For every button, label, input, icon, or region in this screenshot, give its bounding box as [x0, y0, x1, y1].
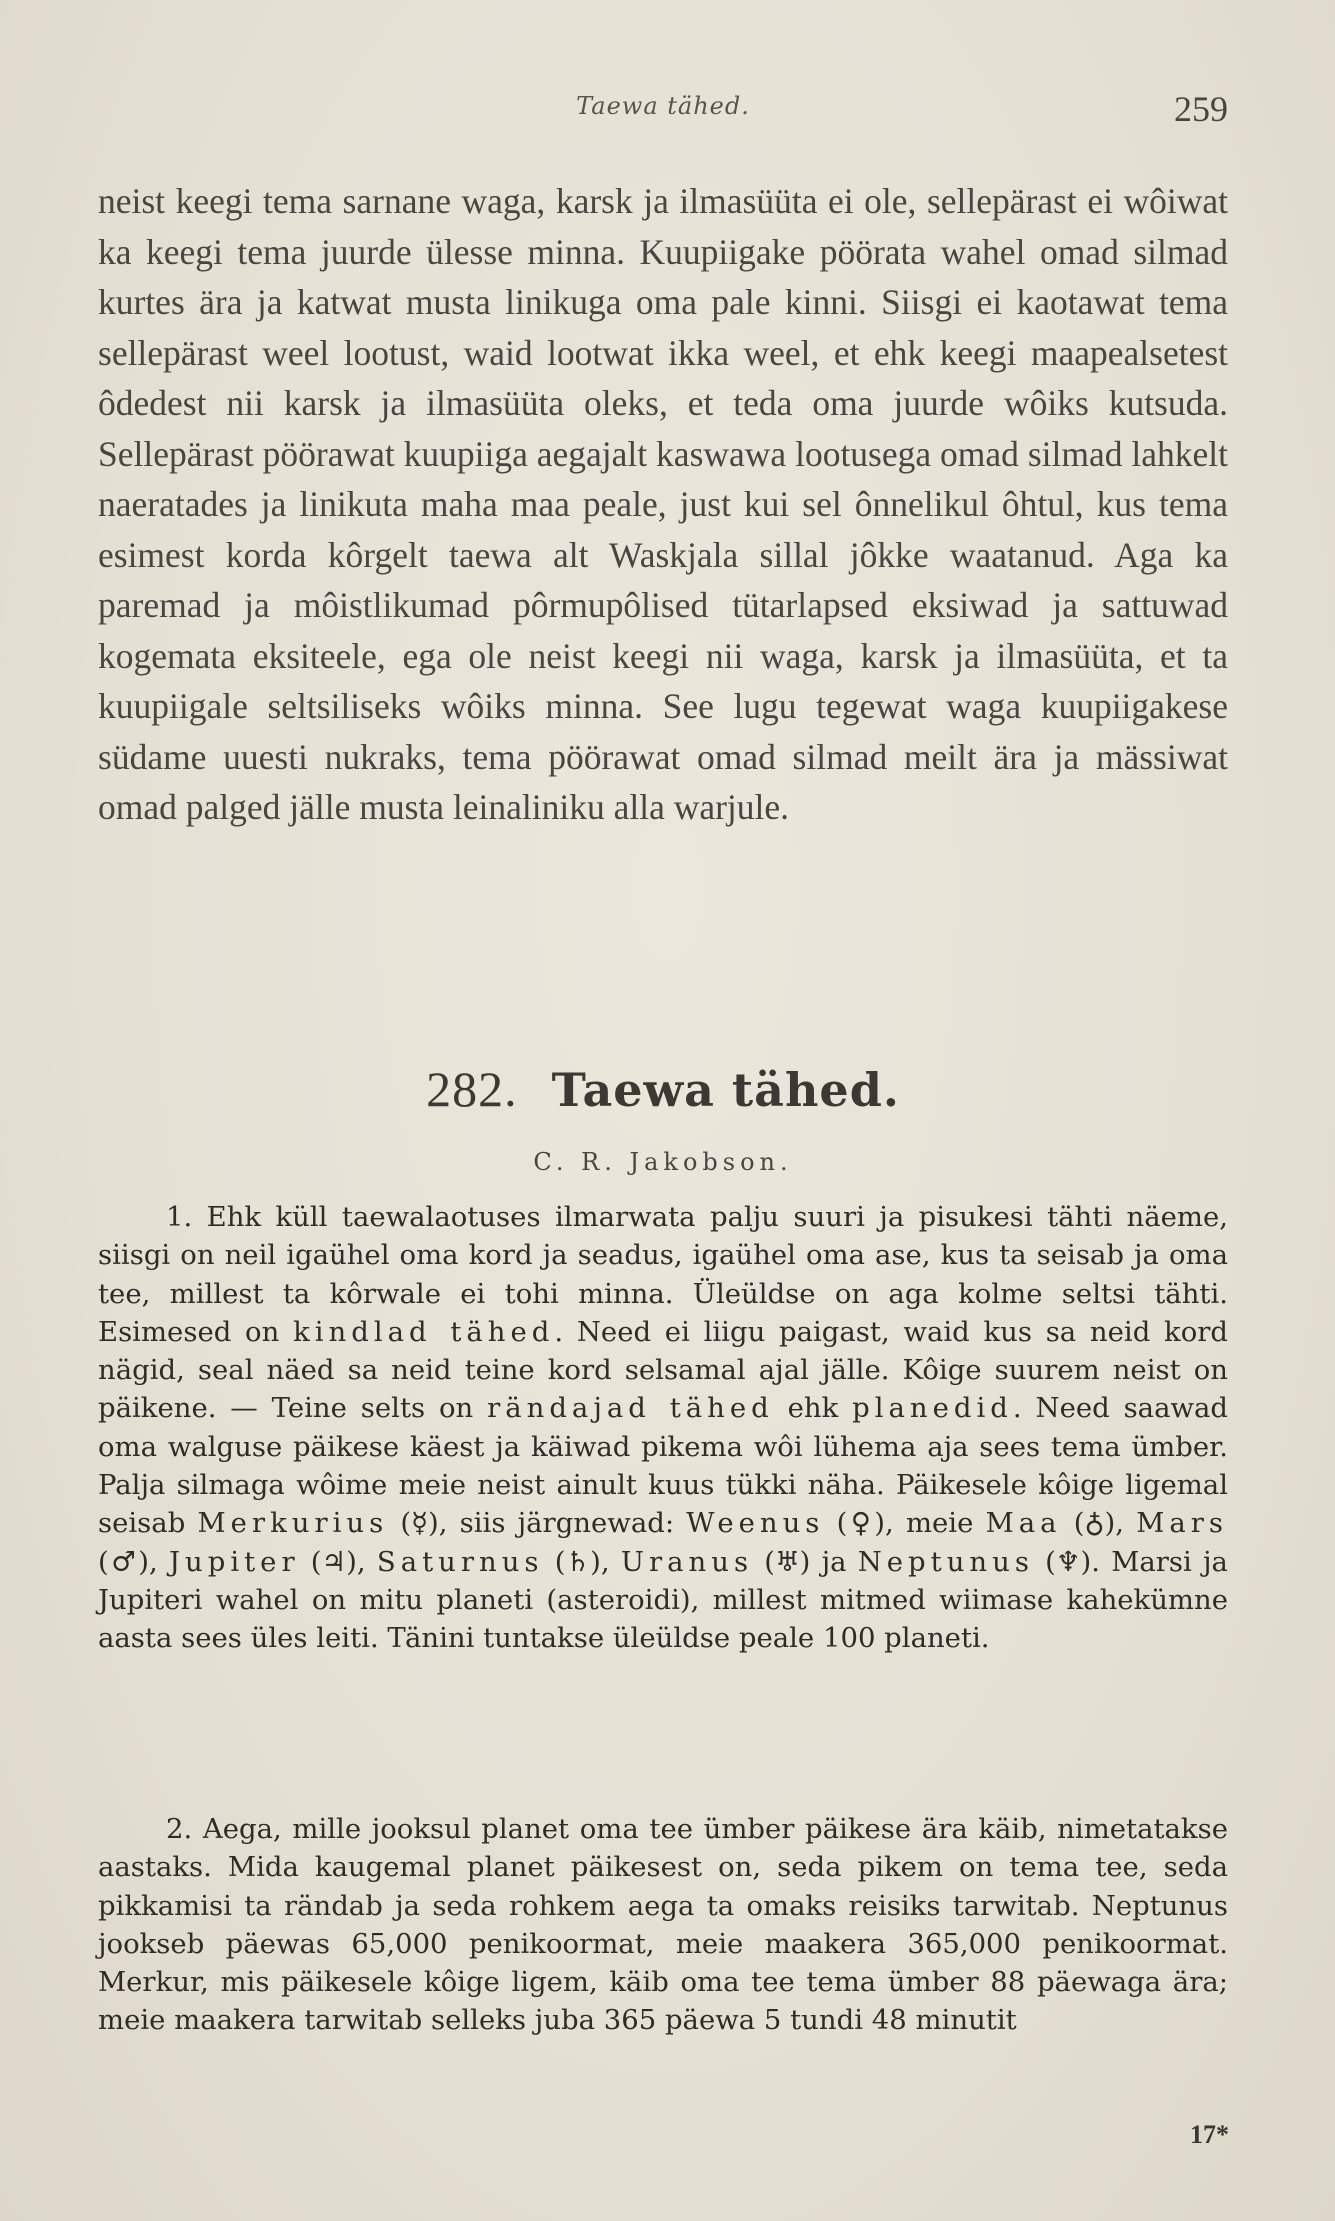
term-planedid: planedid	[852, 1392, 1013, 1425]
planet-mars: Mars	[1136, 1507, 1229, 1540]
planet-maa: Maa	[985, 1507, 1062, 1540]
section-title: Taewa tähed.	[551, 1063, 900, 1117]
planet-merkurius: Merkurius	[197, 1507, 389, 1540]
running-title: Taewa tähed.	[576, 92, 750, 120]
continued-paragraph	[98, 176, 1228, 833]
planet-uranus: Uranus	[620, 1545, 754, 1578]
planet-weenus: Weenus	[686, 1507, 825, 1540]
section-body-paragraph-1	[98, 1198, 1228, 1658]
paragraph-text: neist keegi tema sarnane waga, karsk ja ilmasüüta ei ole, sellepärast ei wôiwat ka keegi tema juurde ülesse minna. Kuupiigake pöörata wahel omad silmad kurtes ära ja katwat musta linikuga oma pale kinni. Siisgi ei kaotawat tema sellepärast weel lootust, waid lootwat ikka weel, et ehk keegi maapealsetest ôdedest nii karsk ja ilmasüüta oleks, et teda oma juurde wôiks kutsuda. Sellepärast pöörawat kuupiiga aegajalt kaswawa lootusega omad silmad lahkelt naeratades ja linikuta maha maa peale, just kui sel ônnelikul ôhtul, kus tema esimest korda kôrgelt taewa alt Waskjala sillal jôkke waatanud. Aga ka paremad ja môistlikumad pôrmupôlised tütarlapsed eksiwad ja sattuwad kogemata eksiteele, ega ole neist keegi nii waga, karsk ja ilmasüüta, et ta kuupiigale seltsiliseks wôiks minna. See lugu tegewat waga kuupiigakese südame uuesti nukraks, tema pöörawat omad silmad meilt ära ja mässiwat omad palged jälle musta leinaliniku alla warjule.	[98, 181, 1228, 827]
page-header	[98, 89, 1228, 132]
section-author: C. R. Jakobson.	[533, 1148, 793, 1176]
planet-neptunus: Neptunus	[857, 1545, 1034, 1578]
section-heading	[98, 1060, 1228, 1118]
planet-jupiter: Jupiter	[168, 1545, 300, 1578]
paragraph-2: 2. Aega, mille jooksul planet oma tee ümber päikese ära käib, nimetatakse aastaks. Mida kaugemal planet päikesest on, seda pikem on tema tee, seda pikkamisi ta rändab ja seda rohkem aega ta omaks reisiks tarwitab. Neptunus jookseb päewas 65,000 penikoormat, meie maakera 365,000 penikoormat. Merkur, mis päikesele kôige ligem, käib oma tee tema ümber 88 päewaga ära; meie maakera tarwitab selleks juba 365 päewa 5 tundi 48 minutit	[98, 1813, 1228, 2037]
planet-saturnus: Saturnus	[376, 1545, 544, 1578]
section-body-paragraph-2	[98, 1810, 1228, 2040]
paragraph-1: 1. Ehk küll taewalaotuses ilmarwata palju suuri ja pisukesi tähti näeme, siisgi on neil igaühel oma kord ja seadus, igaühel oma ase, kus ta seisab ja oma tee, millest ta kôrwale ei tohi minna. Üleüldse on aga kolme seltsi tähti. Esimesed on kindlad tähed. Need ei liigu paigast, waid kus sa neid kord nägid, seal näed sa neid teine kord selsamal ajal jälle. Kôige suurem neist on päikene. — Teine selts on rändajad tähed ehk planedid. Need saawad oma walguse päikese käest ja käiwad pikema wôi lühema aja sees tema ümber. Palja silmaga wôime meie neist ainult kuus tükki näha. Päikesele kôige ligemal seisab Merkurius (☿), siis järgnewad: Weenus (♀), meie Maa (♁), Mars (♂), Jupiter (♃), Saturnus (♄), Uranus (♅) ja Neptunus (♆). Marsi ja Jupiteri wahel on mitu planeti (asteroidi), millest mitmed wiimase kahekümne aasta sees üles leiti. Tänini tuntakse üleüldse peale 100 planeti.	[98, 1201, 1229, 1655]
page-number: 259	[1174, 89, 1228, 129]
section-number: 282.	[426, 1061, 518, 1117]
signature-mark: 17*	[1190, 2120, 1229, 2149]
term-kindlad-tahed: kindlad tähed	[293, 1315, 555, 1348]
term-randajad-tahed: rändajad tähed	[487, 1392, 774, 1425]
